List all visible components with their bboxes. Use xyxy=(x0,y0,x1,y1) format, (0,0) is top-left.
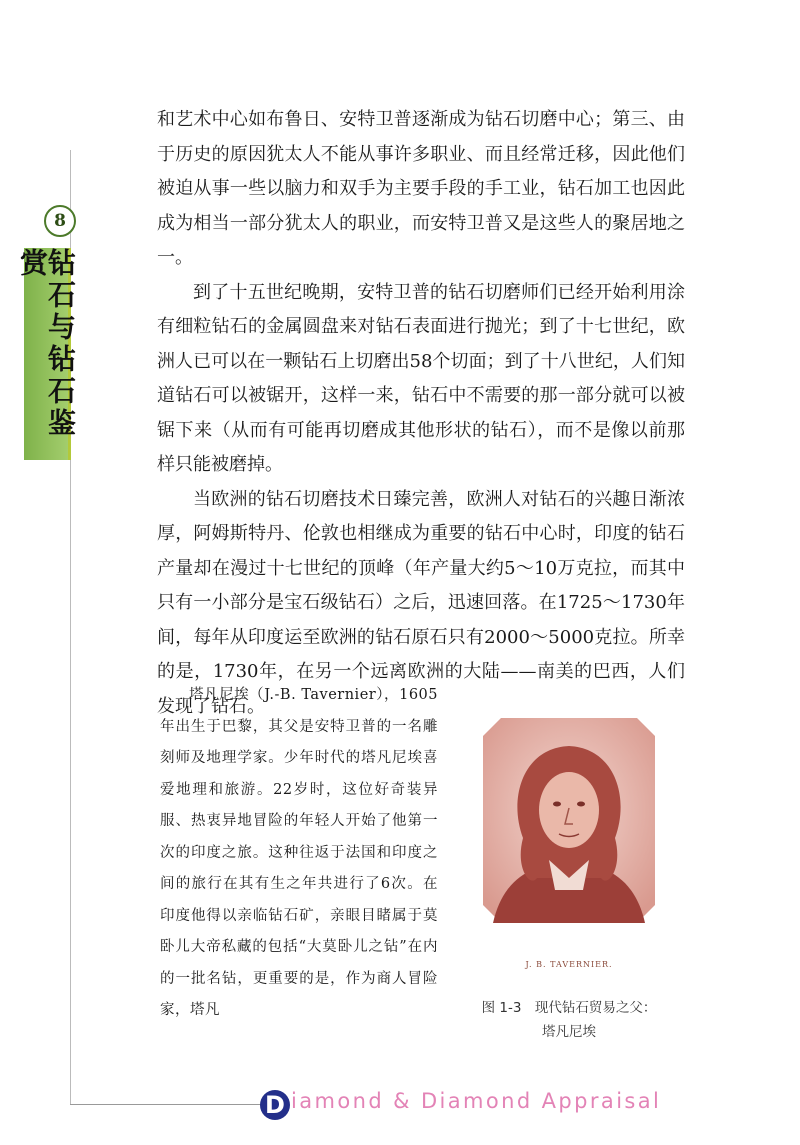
paragraph-1: 和艺术中心如布鲁日、安特卫普逐渐成为钻石切磨中心；第三、由于历史的原因犹太人不能从事许多职业、而且经常迁移，因此他们被迫从事一些以脑力和双手为主要手段的手工业，钻石加工也因此成为相当一部分犹太人的职业，而安特卫普又是这些人的聚居地之一。 xyxy=(157,109,685,268)
portrait-engraved-caption: J. B. TAVERNIER. xyxy=(525,960,613,969)
figure-caption-line-2: 塔凡尼埃 xyxy=(542,1024,596,1040)
portrait-image xyxy=(483,718,655,923)
page-number: 8 xyxy=(44,205,76,237)
main-body-text xyxy=(157,103,685,724)
footer-book-title: iamond & Diamond Appraisal xyxy=(291,1089,662,1113)
footer-initial-badge: D xyxy=(260,1090,290,1120)
figure-caption xyxy=(462,996,676,1044)
paragraph-3: 当欧洲的钻石切磨技术日臻完善，欧洲人对钻石的兴趣日渐浓厚，阿姆斯特丹、伦敦也相继成为重要的钻石中心时，印度的钻石产量却在漫过十七世纪的顶峰（年产量大约5～10万克拉，而其中只有一小部分是宝石级钻石）之后，迅速回落。在1725～1730年间，每年从印度运至欧洲的钻石原石只有2000～5000克拉。所幸的是，1730年，在另一个远离欧洲的大陆——南美的巴西，人们发现了钻石。 xyxy=(157,488,685,717)
paragraph-2: 到了十五世纪晚期，安特卫普的钻石切磨师们已经开始利用涂有细粒钻石的金属圆盘来对钻石表面进行抛光；到了十七世纪，欧洲人已可以在一颗钻石上切磨出58个切面；到了十八世纪，人们知道钻石可以被锯开，这样一来，钻石中不需要的那一部分就可以被锯下来（从而有可能再切磨成其他形状的钻石），而不是像以前那样只能被磨掉。 xyxy=(157,281,685,475)
footer-rule xyxy=(70,1104,265,1105)
tavernier-portrait xyxy=(483,718,655,923)
chapter-side-tab xyxy=(16,248,77,460)
side-title: 钻石与钻石鉴赏 xyxy=(16,248,77,440)
figure-caption-line-1: 图 1-3 现代钻石贸易之父： xyxy=(481,1000,657,1016)
tavernier-bio-sidebar: 塔凡尼埃（J.-B. Tavernier），1605年出生于巴黎，其父是安特卫普的一名雕刻师及地理学家。少年时代的塔凡尼埃喜爱地理和旅游。22岁时，这位好奇装异服、热衷异地冒险的年轻人开始了他第一次的印度之旅。这种往返于法国和印度之间的旅行在其有生之年共进行了6次。在印度他得以亲临钻石矿，亲眼目睹属于莫卧儿大帝私藏的包括“大莫卧儿之钻”在内的一批名钻，更重要的是，作为商人冒险家，塔凡 xyxy=(160,687,438,1018)
